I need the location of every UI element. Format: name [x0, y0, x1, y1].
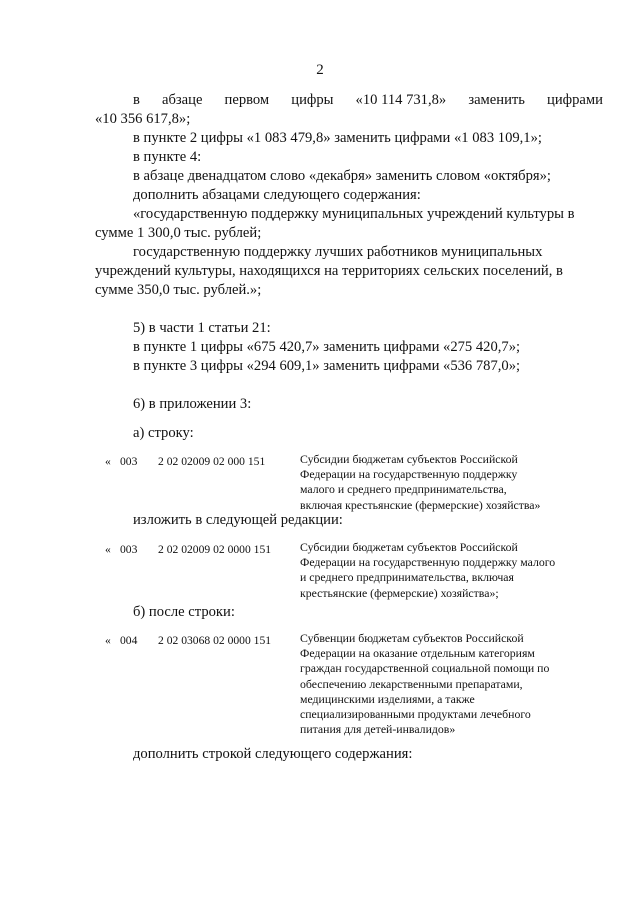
para2: в пункте 2 цифры «1 083 479,8» заменить цифрами «1 083 109,1»;	[133, 130, 542, 146]
row3-quote: «	[105, 634, 111, 647]
para7-line2: учреждений культуры, находящихся на территориях сельских поселений, в	[95, 263, 563, 279]
row1-desc-line: Федерации на государственную поддержку	[300, 467, 518, 482]
row3-desc-line: специализированными продуктами лечебного	[300, 707, 531, 722]
para6-line2: сумме 1 300,0 тыс. рублей;	[95, 225, 262, 241]
page-number: 2	[316, 62, 324, 78]
item5-heading: 5) в части 1 статьи 21:	[133, 320, 271, 336]
row2-quote: «	[105, 543, 111, 556]
row2-desc-line: Субсидии бюджетам субъектов Российской	[300, 540, 518, 554]
para1-word: «10 114 731,8»	[355, 92, 447, 108]
para1-line1	[133, 91, 603, 111]
para1-word: в	[133, 92, 140, 108]
row1-number: 003	[120, 455, 138, 468]
row3-number: 004	[120, 634, 138, 647]
row2-desc-line: крестьянские (фермерские) хозяйства»;	[300, 585, 499, 600]
item5-line1: в пункте 1 цифры «675 420,7» заменить цифрами «275 420,7»;	[133, 339, 521, 355]
row3-description	[300, 631, 600, 737]
para5: дополнить абзацами следующего содержания:	[133, 187, 421, 203]
row3-desc-line: Субвенции бюджетам субъектов Российской	[300, 631, 524, 645]
row1-quote: «	[105, 455, 111, 468]
para1-word: цифрами	[547, 92, 603, 108]
para1-word: заменить	[468, 92, 525, 108]
row3-desc-line: граждан государственной социальной помощи по	[300, 661, 550, 676]
item6-sub-b: б) после строки:	[133, 604, 235, 620]
para7-line1: государственную поддержку лучших работников муниципальных	[133, 244, 543, 260]
para4: в абзаце двенадцатом слово «декабря» заменить словом «октября»;	[133, 168, 551, 184]
append-line: дополнить строкой следующего содержания:	[133, 746, 413, 762]
para1-line2: «10 356 617,8»;	[95, 111, 191, 127]
row3-desc-line: обеспечению лекарственными препаратами,	[300, 676, 523, 691]
row2-description	[300, 540, 600, 601]
row3-desc-line: медицинскими изделиями, а также	[300, 691, 475, 706]
row2-desc-line: и среднего предпринимательства, включая	[300, 570, 514, 585]
row1-desc-line: Субсидии бюджетам субъектов Российской	[300, 452, 518, 466]
para1-word: абзаце	[162, 92, 203, 108]
redaction-line: изложить в следующей редакции:	[133, 512, 343, 528]
row1-desc-line: малого и среднего предпринимательства,	[300, 482, 507, 497]
row2-code: 2 02 02009 02 0000 151	[158, 543, 272, 556]
para6-line1: «государственную поддержку муниципальных учреждений культуры в	[133, 206, 575, 222]
row2-desc-line: Федерации на государственную поддержку малого	[300, 555, 556, 570]
para7-line3: сумме 350,0 тыс. рублей.»;	[95, 282, 262, 298]
row3-desc-line: Федерации на оказание отдельным категориям	[300, 646, 535, 661]
para3: в пункте 4:	[133, 149, 202, 165]
item6-sub-a: а) строку:	[133, 425, 194, 441]
para1-word: первом	[224, 92, 270, 108]
para1-word: цифры	[291, 92, 334, 108]
row3-desc-line: питания для детей-инвалидов»	[300, 722, 456, 737]
item5-line2: в пункте 3 цифры «294 609,1» заменить цифрами «536 787,0»;	[133, 358, 521, 374]
row2-number: 003	[120, 543, 138, 556]
row3-code: 2 02 03068 02 0000 151	[158, 634, 272, 647]
row1-description	[300, 452, 600, 513]
row1-desc-line: включая крестьянские (фермерские) хозяйства»	[300, 497, 541, 512]
item6-heading: 6) в приложении 3:	[133, 396, 252, 412]
row1-code: 2 02 02009 02 000 151	[158, 455, 266, 468]
